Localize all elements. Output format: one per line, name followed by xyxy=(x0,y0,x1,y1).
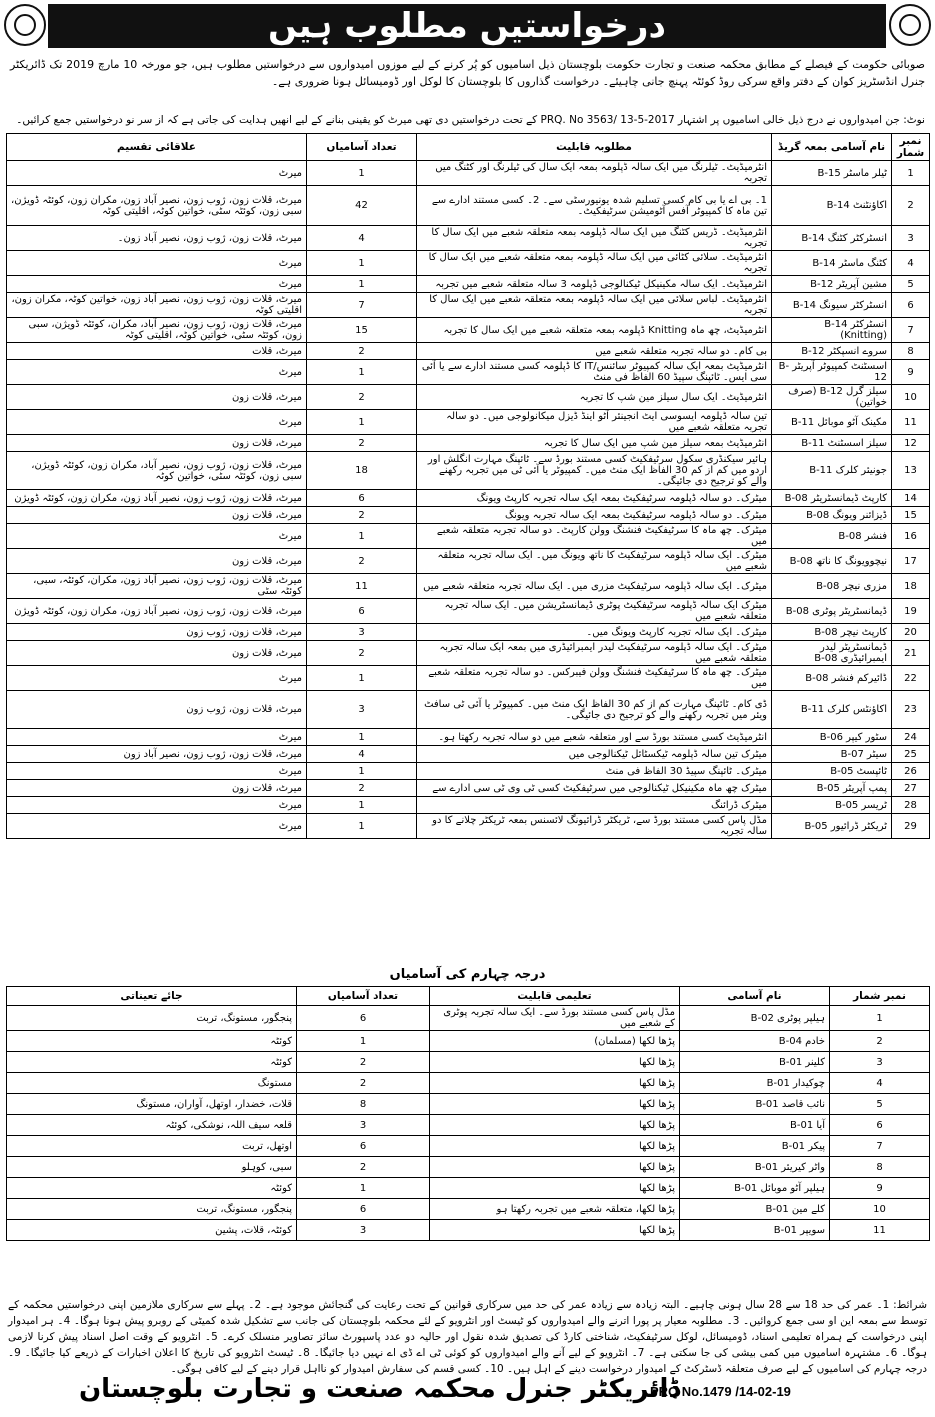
row-posting-place: کوئٹہ xyxy=(7,1052,297,1073)
row-count: 6 xyxy=(297,1136,430,1157)
row-qualification: پڑھا لکھا xyxy=(430,1157,680,1178)
row-qualification: میٹرک ڈرائنگ xyxy=(417,797,772,814)
row-count: 1 xyxy=(307,524,417,549)
class-four-title: درجہ چہارم کی آسامیاں xyxy=(389,967,546,982)
row-post: اسسٹنٹ کمپیوٹر آپریٹر B-12 xyxy=(772,360,892,385)
row-count: 4 xyxy=(307,746,417,763)
posts-table xyxy=(6,133,930,839)
table-row xyxy=(7,435,930,452)
row-serial: 29 xyxy=(892,814,930,839)
table-row xyxy=(7,1006,930,1031)
row-serial: 13 xyxy=(892,452,930,490)
row-serial: 4 xyxy=(830,1073,930,1094)
row-count: 6 xyxy=(297,1006,430,1031)
row-post: ٹریسر B-05 xyxy=(772,797,892,814)
header-qualification: مطلوبہ قابلیت xyxy=(417,134,772,161)
row-serial: 7 xyxy=(830,1136,930,1157)
row-count: 2 xyxy=(297,1073,430,1094)
row-serial: 9 xyxy=(892,360,930,385)
row-count: 1 xyxy=(297,1178,430,1199)
table-row xyxy=(7,691,930,729)
row-qualification: پڑھا لکھا xyxy=(430,1094,680,1115)
row-zone: میرٹ، قلات زون xyxy=(7,780,307,797)
row-post: انسٹرکٹر B-14 (Knitting) xyxy=(772,318,892,343)
row-count: 7 xyxy=(307,293,417,318)
row-post: پمپ آپریٹر B-05 xyxy=(772,780,892,797)
row-qualification: ہائیر سیکنڈری سکول سرٹیفکیٹ کسی مستند بورڈ سے۔ ٹائپنگ مہارت انگلش اور اردو میں کم از کم 30 الفاظ ایک منٹ میں۔ کمپیوٹر یا آئی ٹی میں تجربہ رکھنے والے کو ترجیح دی جائیگی۔ xyxy=(417,452,772,490)
table-row xyxy=(7,1220,930,1241)
row-qualification: پڑھا لکھا xyxy=(430,1073,680,1094)
header-serial: نمبر شمار xyxy=(830,987,930,1006)
row-qualification: انٹرمیڈیٹ۔ ایک سالہ مکینیکل ٹیکنالوجی ڈپلومہ 3 سالہ متعلقہ شعبے میں تجربہ xyxy=(417,276,772,293)
table-row xyxy=(7,410,930,435)
row-serial: 3 xyxy=(892,226,930,251)
row-qualification: میٹرک۔ چھ ماہ کا سرٹیفکیٹ فنشنگ وولن فیبرکس۔ دو سالہ تجربہ متعلقہ شعبے میں xyxy=(417,666,772,691)
row-zone: میرٹ xyxy=(7,797,307,814)
row-post: مکینک آٹو موبائل B-11 xyxy=(772,410,892,435)
row-post: سیٹر B-07 xyxy=(772,746,892,763)
row-post: کٹنگ ماسٹر B-14 xyxy=(772,251,892,276)
row-post: ٹریکٹر ڈرائیور B-05 xyxy=(772,814,892,839)
row-zone: میرٹ، قلات زون، ژوب زون، نصیر آباد زون، خواتین کوٹہ، مکران زون، اقلیتی کوٹہ xyxy=(7,293,307,318)
row-post: سویپر B-01 xyxy=(680,1220,830,1241)
row-zone: میرٹ xyxy=(7,161,307,186)
row-post: مزری نیچر B-08 xyxy=(772,574,892,599)
row-qualification: انٹرمیڈیٹ بمعہ ایک سالہ کمپیوٹر سائنس/IT کا ڈپلومہ کسی مستند ادارے سے یا آئی سی ایس۔ ٹائپنگ سپیڈ 60 الفاظ فی منٹ xyxy=(417,360,772,385)
row-serial: 6 xyxy=(892,293,930,318)
row-serial: 4 xyxy=(892,251,930,276)
table-row xyxy=(7,1094,930,1115)
row-zone: میرٹ، قلات زون، ژوب زون xyxy=(7,624,307,641)
row-zone: میرٹ، قلات زون، ژوب زون، نصیر آباد زون، مکران زون، کوئٹہ ڈویژن xyxy=(7,490,307,507)
row-serial: 7 xyxy=(892,318,930,343)
row-count: 1 xyxy=(307,797,417,814)
row-post: چوکیدار B-01 xyxy=(680,1073,830,1094)
notice-note: نوٹ: جن امیدواروں نے درج ذیل خالی اسامیوں پر اشتہار PRQ. No 3563/ 13-5-2017 کے تحت درخواستیں دی تھی میرٹ کو یقینی بنانے کے لیے انھیں ہدایت کی جاتی ہے کہ از سر نو درخواستیں جمع کرائیں۔ xyxy=(16,114,925,126)
header-zone: علاقائی تقسیم xyxy=(7,134,307,161)
row-zone: میرٹ، قلات xyxy=(7,343,307,360)
row-zone: میرٹ، قلات زون xyxy=(7,549,307,574)
row-post: خادم B-04 xyxy=(680,1031,830,1052)
row-qualification: مڈل پاس کسی مستند بورڈ سے، ٹریکٹر ڈرائیونگ لائسنس بمعہ ٹریکٹر چلانے کا دو سالہ تجربہ xyxy=(417,814,772,839)
row-post: نیچوویونگ کا ناتھ B-08 xyxy=(772,549,892,574)
page-title: درخواستیں مطلوب ہیں xyxy=(268,6,666,46)
row-qualification: میٹرک۔ دو سالہ ڈپلومہ سرٹیفکیٹ بمعہ ایک سالہ تجربہ ویونگ xyxy=(417,507,772,524)
row-zone: میرٹ، قلات زون xyxy=(7,507,307,524)
row-qualification: میٹرک۔ ایک سالہ ڈپلومہ سرٹیفکیٹ لیدر ایمبرائیڈری میں بمعہ ایک سالہ تجربہ متعلقہ شعبے میں xyxy=(417,641,772,666)
row-count: 6 xyxy=(307,599,417,624)
table-row xyxy=(7,524,930,549)
row-serial: 10 xyxy=(830,1199,930,1220)
row-zone: میرٹ xyxy=(7,251,307,276)
row-serial: 2 xyxy=(892,186,930,226)
table-row xyxy=(7,293,930,318)
row-count: 1 xyxy=(307,251,417,276)
row-count: 1 xyxy=(307,666,417,691)
row-serial: 28 xyxy=(892,797,930,814)
table-row xyxy=(7,1115,930,1136)
row-serial: 22 xyxy=(892,666,930,691)
row-post: سیلز اسسٹنٹ B-11 xyxy=(772,435,892,452)
row-zone: میرٹ، قلات زون، ژوب زون، نصیر آباد زون، مکران، کوئٹہ، سبی، کوئٹہ سٹی xyxy=(7,574,307,599)
table-row xyxy=(7,1157,930,1178)
table-row xyxy=(7,624,930,641)
table-row xyxy=(7,1052,930,1073)
prq-number: PRQ No.1479 /14-02-19 xyxy=(650,1384,791,1399)
row-zone: میرٹ xyxy=(7,763,307,780)
row-serial: 24 xyxy=(892,729,930,746)
row-qualification: میٹرک تین سالہ ڈپلومہ ٹیکسٹائل ٹیکنالوجی میں xyxy=(417,746,772,763)
table-row xyxy=(7,276,930,293)
row-post: کلے مین B-01 xyxy=(680,1199,830,1220)
row-qualification: میٹرک۔ ایک سالہ ڈپلومہ سرٹیفکیٹ کا ناتھ ویونگ میں۔ ایک سالہ تجربہ متعلقہ شعبے میں xyxy=(417,549,772,574)
row-post: ڈیمانسٹریٹر لیدر ایمبرائیڈری B-08 xyxy=(772,641,892,666)
row-post: کلینر B-01 xyxy=(680,1052,830,1073)
row-qualification: پڑھا لکھا xyxy=(430,1136,680,1157)
row-qualification: انٹرمیڈیٹ کسی مستند بورڈ سے اور متعلقہ شعبے میں دو سالہ تجربہ رکھتا ہو۔ xyxy=(417,729,772,746)
row-posting-place: سبی، کوہلو xyxy=(7,1157,297,1178)
row-serial: 12 xyxy=(892,435,930,452)
row-qualification: انٹرمیڈیٹ۔ لباس سلائی میں ایک سالہ ڈپلومہ بمعہ متعلقہ شعبے میں ایک سال کا تجربہ xyxy=(417,293,772,318)
row-qualification: پڑھا لکھا xyxy=(430,1115,680,1136)
row-count: 2 xyxy=(307,780,417,797)
row-qualification: انٹرمیڈیٹ۔ ایک سال سیلز مین شپ کا تجربہ xyxy=(417,385,772,410)
row-qualification: پڑھا لکھا xyxy=(430,1220,680,1241)
row-count: 11 xyxy=(307,574,417,599)
row-qualification: انٹرمیڈیٹ بمعہ سیلز مین شپ میں ایک سال کا تجربہ xyxy=(417,435,772,452)
terms-conditions: شرائط: 1۔ عمر کی حد 18 سے 28 سال ہونی چاہیے۔ البتہ زیادہ سے زیادہ عمر کی حد میں سرکاری قوانین کے تحت رعایت کی گنجائش موجود ہے۔ 2۔ پہلے سے سرکاری ملازمین اپنی درخواستیں محکمہ کے توسط سے بمعہ این او سی جمع کروائیں۔ 3۔ مطلوبہ معیار پر پورا اترنے والے امیدواروں کو ٹیسٹ اور انٹرویو کے لئے محکمہ بلوچستان کی جانب سے تشکیل شدہ کمیٹی کے روبرو پیش ہونا ہوگا۔ 4۔ ہر امیدوار اپنی درخواست کے ہمراہ تعلیمی اسناد، ڈومیسائل، لوکل سرٹیفکیٹ، شناختی کارڈ کی تصدیق شدہ نقول اور حالیہ دو عدد پاسپورٹ سائز تصاویر منسلک کرے۔ 5۔ انٹرویو کے وقت اصل اسناد پیش کرنا لازمی ہوگا۔ 6۔ مشتہرہ اسامیوں میں کمی بیشی کی جا سکتی ہے۔ 7۔ انٹرویو کے لیے آنے والے امیدواروں کو کوئی ٹی اے ڈی اے نہیں دیا جائیگا۔ 8۔ ٹیسٹ انٹرویو کی تاریخ کا اعلان اخبارات کے ذریعے کیا جائیگا۔ 9۔ درجہ چہارم کی اسامیوں کے لیے صرف متعلقہ ڈسٹرکٹ کے امیدوار درخواست دینے کے اہل ہیں۔ 10۔ کسی قسم کی سفارش امیدوار کو نااہل قرار دینے کے لیے کافی ہوگی۔ xyxy=(8,1299,928,1375)
row-count: 1 xyxy=(297,1031,430,1052)
row-posting-place: اوتھل، تربت xyxy=(7,1136,297,1157)
row-post: سروے انسپکٹر B-12 xyxy=(772,343,892,360)
row-qualification: میٹرک ایک سالہ ڈپلومہ سرٹیفکیٹ پوٹری ڈیمانسٹریشن میں۔ ایک سالہ تجربہ متعلقہ شعبے میں xyxy=(417,599,772,624)
row-count: 42 xyxy=(307,186,417,226)
row-post: جونیئر کلرک B-11 xyxy=(772,452,892,490)
row-count: 3 xyxy=(297,1220,430,1241)
row-serial: 3 xyxy=(830,1052,930,1073)
row-serial: 2 xyxy=(830,1031,930,1052)
table-row xyxy=(7,490,930,507)
row-qualification: انٹرمیڈیٹ۔ ڈریس کٹنگ میں ایک سالہ ڈپلومہ بمعہ متعلقہ شعبے میں ایک سال کا تجربہ xyxy=(417,226,772,251)
table-row xyxy=(7,226,930,251)
row-posting-place: قلات، خضدار، اوتھل، آواران، مستونگ xyxy=(7,1094,297,1115)
table-row xyxy=(7,797,930,814)
header-count: تعداد آسامیاں xyxy=(307,134,417,161)
header-banner xyxy=(0,0,935,52)
row-count: 6 xyxy=(307,490,417,507)
row-qualification: بی کام۔ دو سالہ تجربہ متعلقہ شعبے میں xyxy=(417,343,772,360)
row-qualification: میٹرک۔ ٹائپنگ سپیڈ 30 الفاظ فی منٹ xyxy=(417,763,772,780)
department-logo-icon xyxy=(889,4,931,46)
row-qualification: میٹرک چھ ماہ مکینیکل ٹیکنالوجی میں سرٹیفکیٹ کسی ٹی وی ٹی سی ادارے سے xyxy=(417,780,772,797)
row-serial: 8 xyxy=(892,343,930,360)
row-post: آیا B-01 xyxy=(680,1115,830,1136)
row-zone: میرٹ xyxy=(7,276,307,293)
row-zone: میرٹ، قلات زون، ژوب زون، نصیر آباد زون، مکران زون، کوئٹہ ڈویژن، سبی زون، کوئٹہ سٹی، خواتین کوٹہ، اقلیتی کوٹہ xyxy=(7,186,307,226)
row-qualification: ڈی کام۔ ٹائپنگ مہارت کم از کم 30 الفاظ ایک منٹ میں۔ کمپیوٹر یا آئی ٹی سافٹ ویئر میں تجربہ رکھنے والے کو ترجیح دی جائیگی۔ xyxy=(417,691,772,729)
row-serial: 1 xyxy=(892,161,930,186)
row-count: 1 xyxy=(307,410,417,435)
table-header-row xyxy=(7,987,930,1006)
row-posting-place: پنجگور، مستونگ، تربت xyxy=(7,1199,297,1220)
row-serial: 17 xyxy=(892,549,930,574)
row-count: 2 xyxy=(307,343,417,360)
row-serial: 27 xyxy=(892,780,930,797)
row-zone: میرٹ، قلات زون، ژوب زون، نصیر آباد زون، مکران زون، کوئٹہ ڈویژن xyxy=(7,599,307,624)
header-serial: نمبر شمار xyxy=(892,134,930,161)
signature-title: ڈائریکٹر جنرل محکمہ صنعت و تجارت بلوچستان xyxy=(78,1374,680,1404)
table-row xyxy=(7,360,930,385)
row-count: 4 xyxy=(307,226,417,251)
row-qualification: پڑھا لکھا xyxy=(430,1052,680,1073)
row-qualification: مڈل پاس کسی مستند بورڈ سے۔ ایک سالہ تجربہ پوٹری کے شعبے میں xyxy=(430,1006,680,1031)
row-serial: 25 xyxy=(892,746,930,763)
row-posting-place: کوئٹہ xyxy=(7,1031,297,1052)
row-count: 1 xyxy=(307,814,417,839)
row-qualification: پڑھا لکھا xyxy=(430,1178,680,1199)
row-zone: میرٹ، قلات زون xyxy=(7,641,307,666)
row-qualification: تین سالہ ڈپلومہ ایسوسی ایٹ انجینئر آٹو اینڈ ڈیزل میکانولوجی میں۔ دو سالہ تجربہ متعلقہ شعبے میں xyxy=(417,410,772,435)
row-count: 2 xyxy=(307,641,417,666)
table-row xyxy=(7,385,930,410)
row-posting-place: پنجگور، مستونگ، تربت xyxy=(7,1006,297,1031)
header-count: تعداد آسامیاں xyxy=(297,987,430,1006)
row-post: سیلز گرل B-12 (صرف خواتین) xyxy=(772,385,892,410)
row-zone: میرٹ xyxy=(7,524,307,549)
row-serial: 26 xyxy=(892,763,930,780)
row-count: 3 xyxy=(307,624,417,641)
row-serial: 21 xyxy=(892,641,930,666)
row-post: کارپٹ نیچر B-08 xyxy=(772,624,892,641)
row-post: انسٹرکٹر سیونگ B-14 xyxy=(772,293,892,318)
header-post: نام آسامی xyxy=(680,987,830,1006)
table-row xyxy=(7,814,930,839)
row-count: 1 xyxy=(307,360,417,385)
table-row xyxy=(7,507,930,524)
row-count: 1 xyxy=(307,763,417,780)
table-row xyxy=(7,1136,930,1157)
row-post: اکاؤنٹنٹ B-14 xyxy=(772,186,892,226)
row-count: 1 xyxy=(307,161,417,186)
row-post: نائب قاصد B-01 xyxy=(680,1094,830,1115)
row-qualification: میٹرک۔ دو سالہ ڈپلومہ سرٹیفکیٹ بمعہ ایک سالہ تجربہ کارپٹ ویونگ xyxy=(417,490,772,507)
row-serial: 1 xyxy=(830,1006,930,1031)
row-serial: 5 xyxy=(830,1094,930,1115)
row-zone: میرٹ xyxy=(7,729,307,746)
row-serial: 19 xyxy=(892,599,930,624)
row-post: ہیلپر پوٹری B-02 xyxy=(680,1006,830,1031)
row-serial: 16 xyxy=(892,524,930,549)
table-row xyxy=(7,251,930,276)
row-posting-place: کوئٹہ، قلات، پشین xyxy=(7,1220,297,1241)
row-qualification: انٹرمیڈیٹ۔ سلائی کٹائی میں ایک سالہ ڈپلومہ بمعہ متعلقہ شعبے میں ایک سال کا تجربہ xyxy=(417,251,772,276)
row-zone: میرٹ xyxy=(7,666,307,691)
row-zone: میرٹ، قلات زون xyxy=(7,385,307,410)
table-row xyxy=(7,452,930,490)
row-serial: 8 xyxy=(830,1157,930,1178)
table-row xyxy=(7,1178,930,1199)
row-count: 1 xyxy=(307,729,417,746)
row-post: اکاؤنٹس کلرک B-11 xyxy=(772,691,892,729)
class-four-table xyxy=(6,986,930,1241)
row-zone: میرٹ، قلات زون، ژوب زون، نصیر آباد زون xyxy=(7,746,307,763)
table-row xyxy=(7,1199,930,1220)
table-row xyxy=(7,318,930,343)
row-post: کارپٹ ڈیمانسٹریٹر B-08 xyxy=(772,490,892,507)
row-serial: 5 xyxy=(892,276,930,293)
row-serial: 10 xyxy=(892,385,930,410)
row-post: واٹر کیریئر B-01 xyxy=(680,1157,830,1178)
row-post: ڈیمانسٹریٹر پوٹری B-08 xyxy=(772,599,892,624)
header-post: نام آسامی بمعہ گریڈ xyxy=(772,134,892,161)
intro-paragraph: صوبائی حکومت کے فیصلے کے مطابق محکمہ صنعت و تجارت حکومت بلوچستان ذیل اسامیوں کو پُر کرنے کے لیے موزوں امیدواروں سے درخواستیں مطلوب ہیں، جو مورخہ 10 مارچ 2019 تک ڈائریکٹر جنرل انڈسٹریز کوان کے دفتر واقع سرکی روڈ کوئٹہ پہنچ جانی چاہیئے۔ درخواست گذاروں کا بلوچستان کا لوکل اور ڈومیسائل ہونا ضروری ہے۔ xyxy=(10,58,925,88)
row-qualification: انٹرمیڈیٹ۔ ٹیلرنگ میں ایک سالہ ڈپلومہ بمعہ ایک سال کی ٹیلرنگ اور کٹنگ میں تجربہ xyxy=(417,161,772,186)
row-serial: 20 xyxy=(892,624,930,641)
row-post: پیکر B-01 xyxy=(680,1136,830,1157)
row-zone: میرٹ، قلات زون، ژوب زون xyxy=(7,691,307,729)
header-qualification: تعلیمی قابلیت xyxy=(430,987,680,1006)
row-zone: میرٹ، قلات زون، ژوب زون، نصیر آباد، مکران، کوئٹہ ڈویژن، سبی زون، کوئٹہ سٹی، خواتین کوٹہ، اقلیتی کوٹہ xyxy=(7,318,307,343)
row-post: ہیلپر آٹو موبائل B-01 xyxy=(680,1178,830,1199)
row-zone: میرٹ xyxy=(7,410,307,435)
table-row xyxy=(7,186,930,226)
table-row xyxy=(7,549,930,574)
table-row xyxy=(7,1031,930,1052)
row-post: ٹائپسٹ B-05 xyxy=(772,763,892,780)
row-post: ڈیزائنر ویونگ B-08 xyxy=(772,507,892,524)
row-qualification: انٹرمیڈیٹ، چھ ماہ Knitting ڈپلومہ بمعہ متعلقہ شعبے میں ایک سال کا تجربہ xyxy=(417,318,772,343)
row-count: 2 xyxy=(307,385,417,410)
government-logo-icon xyxy=(4,4,46,46)
table-row xyxy=(7,780,930,797)
row-zone: میرٹ xyxy=(7,814,307,839)
row-serial: 14 xyxy=(892,490,930,507)
header-posting-place: جائے تعیناتی xyxy=(7,987,297,1006)
table-row xyxy=(7,161,930,186)
row-serial: 9 xyxy=(830,1178,930,1199)
row-post: ڈائیرکم فنشر B-08 xyxy=(772,666,892,691)
row-serial: 6 xyxy=(830,1115,930,1136)
row-qualification: پڑھا لکھا (مسلمان) xyxy=(430,1031,680,1052)
row-qualification: میٹرک۔ ایک سالہ تجربہ کارپٹ ویونگ میں۔ xyxy=(417,624,772,641)
table-header-row xyxy=(7,134,930,161)
row-count: 2 xyxy=(307,549,417,574)
row-post: مشین آپریٹر B-12 xyxy=(772,276,892,293)
row-qualification: 1۔ بی اے یا بی کام کسی تسلیم شدہ یونیورسٹی سے۔ 2۔ کسی مستند ادارے سے تین ماہ کا کمپیوٹر آفس آٹومیشن سرٹیفکیٹ۔ xyxy=(417,186,772,226)
row-count: 2 xyxy=(307,507,417,524)
row-qualification: میٹرک۔ چھ ماہ کا سرٹیفکیٹ فنشنگ وولن کارپٹ۔ دو سالہ تجربہ متعلقہ شعبے میں xyxy=(417,524,772,549)
row-count: 2 xyxy=(297,1157,430,1178)
row-count: 2 xyxy=(297,1052,430,1073)
row-qualification: میٹرک۔ ایک سالہ ڈپلومہ سرٹیفکیٹ مزری میں۔ ایک سالہ تجربہ متعلقہ شعبے میں xyxy=(417,574,772,599)
row-serial: 15 xyxy=(892,507,930,524)
row-serial: 23 xyxy=(892,691,930,729)
row-posting-place: قلعہ سیف اللہ، نوشکی، کوئٹہ xyxy=(7,1115,297,1136)
row-count: 8 xyxy=(297,1094,430,1115)
row-count: 3 xyxy=(307,691,417,729)
row-count: 1 xyxy=(307,276,417,293)
table-row xyxy=(7,729,930,746)
table-row xyxy=(7,574,930,599)
table-row xyxy=(7,763,930,780)
table-row xyxy=(7,1073,930,1094)
row-qualification: پڑھا لکھا، متعلقہ شعبے میں تجربہ رکھتا ہو xyxy=(430,1199,680,1220)
row-count: 2 xyxy=(307,435,417,452)
table-row xyxy=(7,666,930,691)
row-zone: میرٹ xyxy=(7,360,307,385)
row-serial: 18 xyxy=(892,574,930,599)
table-row xyxy=(7,343,930,360)
row-count: 18 xyxy=(307,452,417,490)
row-zone: میرٹ، قلات زون xyxy=(7,435,307,452)
row-post: سٹور کیپر B-06 xyxy=(772,729,892,746)
table-row xyxy=(7,746,930,763)
row-count: 3 xyxy=(297,1115,430,1136)
row-post: انسٹرکٹر کٹنگ B-14 xyxy=(772,226,892,251)
row-serial: 11 xyxy=(892,410,930,435)
row-post: فنشر B-08 xyxy=(772,524,892,549)
table-row xyxy=(7,599,930,624)
row-count: 15 xyxy=(307,318,417,343)
row-serial: 11 xyxy=(830,1220,930,1241)
row-count: 6 xyxy=(297,1199,430,1220)
row-posting-place: کوئٹہ xyxy=(7,1178,297,1199)
row-zone: میرٹ، قلات زون، ژوب زون، نصیر آباد، مکران زون، کوئٹہ ڈویژن، سبی زون، کوئٹہ سٹی، خواتین کوٹہ xyxy=(7,452,307,490)
table-row xyxy=(7,641,930,666)
row-posting-place: مستونگ xyxy=(7,1073,297,1094)
row-zone: میرٹ، قلات زون، ژوب زون، نصیر آباد زون۔ xyxy=(7,226,307,251)
row-post: ٹیلر ماسٹر B-15 xyxy=(772,161,892,186)
